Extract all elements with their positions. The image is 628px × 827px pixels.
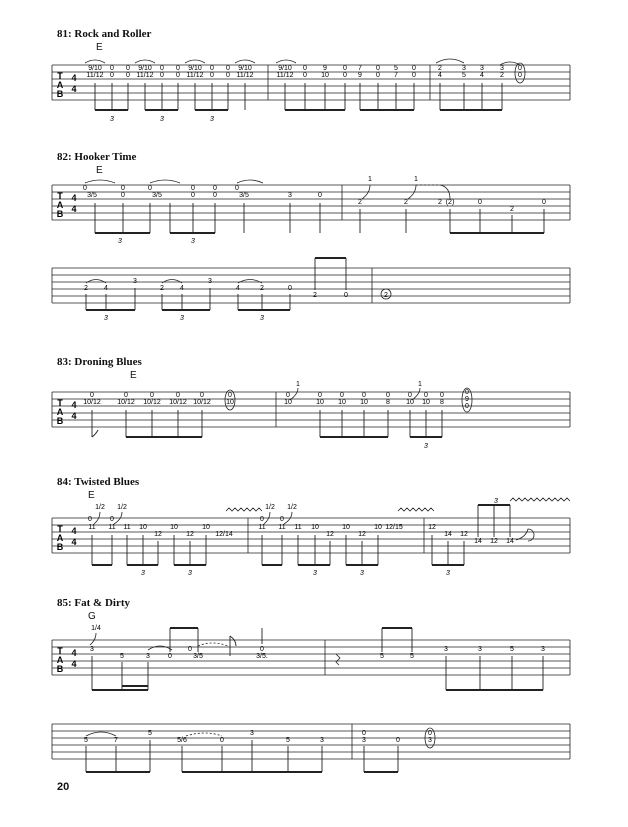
svg-text:10: 10: [139, 524, 147, 531]
svg-text:T: T: [57, 398, 63, 408]
svg-text:12: 12: [358, 531, 366, 538]
example-82-tab-staff-1: [0, 175, 628, 255]
svg-text:12/14: 12/14: [215, 531, 233, 538]
svg-text:1/2: 1/2: [117, 504, 127, 511]
svg-text:2: 2: [260, 285, 264, 292]
svg-text:9: 9: [358, 72, 362, 79]
svg-text:4: 4: [71, 73, 77, 83]
svg-text:3/5: 3/5: [193, 653, 203, 660]
svg-text:0: 0: [220, 737, 224, 744]
svg-text:0: 0: [110, 72, 114, 79]
svg-text:3/5: 3/5: [239, 192, 249, 199]
svg-text:0: 0: [286, 392, 290, 399]
svg-text:5: 5: [410, 653, 414, 660]
svg-text:2: 2: [358, 199, 362, 206]
svg-text:0: 0: [465, 403, 469, 410]
tab-clef-b: B: [56, 89, 64, 99]
svg-text:4: 4: [71, 84, 77, 94]
svg-text:0: 0: [412, 72, 416, 79]
tab-clef-a: A: [56, 80, 64, 90]
svg-text:0: 0: [226, 65, 230, 72]
svg-text:(2): (2): [445, 199, 455, 206]
svg-text:4: 4: [71, 400, 77, 410]
svg-text:3: 3: [541, 646, 545, 653]
svg-text:B: B: [56, 209, 64, 219]
svg-text:3: 3: [191, 238, 195, 245]
svg-text:0: 0: [376, 65, 380, 72]
svg-text:0: 0: [121, 185, 125, 192]
svg-text:A: A: [56, 655, 64, 665]
svg-text:0: 0: [126, 65, 130, 72]
svg-text:0: 0: [362, 392, 366, 399]
svg-text:3: 3: [320, 737, 324, 744]
svg-text:0: 0: [110, 516, 114, 523]
svg-text:0: 0: [121, 192, 125, 199]
svg-text:10: 10: [316, 399, 324, 406]
svg-text:10/12: 10/12: [143, 399, 161, 406]
svg-text:10: 10: [311, 524, 319, 531]
svg-text:12: 12: [428, 524, 436, 531]
svg-text:12: 12: [154, 531, 162, 538]
svg-text:3: 3: [146, 653, 150, 660]
svg-text:3: 3: [180, 315, 184, 322]
svg-text:3: 3: [360, 570, 364, 577]
svg-text:12: 12: [326, 531, 334, 538]
svg-text:9: 9: [465, 396, 469, 403]
svg-text:11: 11: [88, 524, 96, 531]
svg-text:4: 4: [71, 526, 77, 536]
svg-text:11/12: 11/12: [86, 72, 104, 79]
svg-text:11: 11: [108, 524, 116, 531]
svg-text:0: 0: [168, 653, 172, 660]
svg-text:10: 10: [202, 524, 210, 531]
svg-text:3: 3: [288, 192, 292, 199]
svg-text:0: 0: [191, 192, 195, 199]
svg-text:14: 14: [474, 538, 482, 545]
svg-text:2: 2: [84, 285, 88, 292]
svg-text:2: 2: [384, 292, 388, 299]
svg-text:14: 14: [444, 531, 452, 538]
svg-text:0: 0: [344, 292, 348, 299]
svg-text:10/12: 10/12: [83, 399, 101, 406]
svg-text:3: 3: [260, 315, 264, 322]
svg-text:0: 0: [160, 65, 164, 72]
svg-text:0: 0: [228, 392, 232, 399]
svg-text:10: 10: [422, 399, 430, 406]
svg-text:12: 12: [490, 538, 498, 545]
svg-text:0: 0: [288, 285, 292, 292]
svg-text:4: 4: [71, 537, 77, 547]
svg-text:11: 11: [123, 524, 131, 531]
tab-clef-t: T: [57, 71, 63, 81]
svg-text:1: 1: [368, 176, 372, 183]
svg-text:3: 3: [424, 443, 428, 450]
svg-text:7: 7: [358, 65, 362, 72]
svg-text:0: 0: [210, 72, 214, 79]
svg-text:T: T: [57, 524, 63, 534]
svg-text:3: 3: [478, 646, 482, 653]
svg-text:9/10: 9/10: [188, 65, 202, 72]
svg-text:1/2: 1/2: [95, 504, 105, 511]
svg-text:3: 3: [480, 65, 484, 72]
svg-text:11/12: 11/12: [236, 72, 254, 79]
svg-text:5: 5: [380, 653, 384, 660]
svg-text:7: 7: [114, 737, 118, 744]
svg-text:1/2: 1/2: [287, 504, 297, 511]
svg-text:0: 0: [260, 516, 264, 523]
svg-text:2: 2: [404, 199, 408, 206]
svg-text:9/10: 9/10: [138, 65, 152, 72]
svg-text:0: 0: [260, 646, 264, 653]
svg-text:0: 0: [542, 199, 546, 206]
svg-text:11: 11: [278, 524, 286, 531]
svg-text:5: 5: [120, 653, 124, 660]
svg-text:0: 0: [303, 72, 307, 79]
svg-text:5: 5: [510, 646, 514, 653]
svg-text:3: 3: [133, 278, 137, 285]
svg-text:0: 0: [213, 185, 217, 192]
svg-text:5: 5: [148, 730, 152, 737]
svg-text:10/12: 10/12: [193, 399, 211, 406]
svg-text:10: 10: [321, 72, 329, 79]
svg-text:3: 3: [494, 498, 498, 505]
svg-text:4: 4: [480, 72, 484, 79]
svg-text:10: 10: [170, 524, 178, 531]
svg-text:11: 11: [258, 524, 266, 531]
example-84-chord: E: [88, 490, 95, 501]
svg-text:4: 4: [71, 411, 77, 421]
svg-text:9/10: 9/10: [88, 65, 102, 72]
svg-text:0: 0: [318, 392, 322, 399]
svg-text:11/12: 11/12: [186, 72, 204, 79]
svg-text:0: 0: [213, 192, 217, 199]
svg-text:3: 3: [208, 278, 212, 285]
svg-text:0: 0: [188, 646, 192, 653]
svg-text:8: 8: [440, 399, 444, 406]
svg-text:3/5: 3/5: [152, 192, 162, 199]
svg-text:0: 0: [318, 192, 322, 199]
svg-text:0: 0: [343, 72, 347, 79]
example-81-title: 81: Rock and Roller: [57, 28, 152, 40]
svg-text:0: 0: [376, 72, 380, 79]
svg-text:4: 4: [71, 193, 77, 203]
svg-text:12/15: 12/15: [385, 524, 403, 531]
svg-text:0: 0: [200, 392, 204, 399]
svg-text:1: 1: [418, 381, 422, 388]
svg-text:3: 3: [446, 570, 450, 577]
example-82-chord: E: [96, 165, 103, 176]
svg-text:0: 0: [518, 72, 522, 79]
svg-text:2: 2: [500, 72, 504, 79]
page-number: 20: [57, 781, 70, 793]
svg-text:0: 0: [83, 185, 87, 192]
example-82-title: 82: Hooker Time: [57, 151, 137, 163]
svg-text:0: 0: [408, 392, 412, 399]
svg-text:0: 0: [176, 72, 180, 79]
svg-text:0: 0: [465, 389, 469, 396]
svg-text:3: 3: [210, 116, 214, 123]
svg-text:A: A: [56, 533, 64, 543]
svg-text:4: 4: [236, 285, 240, 292]
svg-text:0: 0: [160, 72, 164, 79]
svg-text:5: 5: [462, 72, 466, 79]
svg-text:3: 3: [362, 737, 366, 744]
example-84-title: 84: Twisted Blues: [57, 476, 140, 488]
svg-text:10/12: 10/12: [117, 399, 135, 406]
example-83-title: 83: Droning Blues: [57, 356, 142, 368]
svg-text:0: 0: [424, 392, 428, 399]
svg-text:4: 4: [438, 72, 442, 79]
svg-text:B: B: [56, 416, 64, 426]
svg-text:3: 3: [462, 65, 466, 72]
svg-text:10: 10: [406, 399, 414, 406]
svg-text:3: 3: [104, 315, 108, 322]
svg-text:4: 4: [71, 648, 77, 658]
svg-text:0: 0: [280, 516, 284, 523]
svg-text:0: 0: [518, 65, 522, 72]
svg-text:10: 10: [342, 524, 350, 531]
svg-text:1: 1: [296, 381, 300, 388]
svg-text:0: 0: [88, 516, 92, 523]
svg-text:11: 11: [294, 524, 302, 531]
svg-text:0: 0: [440, 392, 444, 399]
svg-text:1: 1: [414, 176, 418, 183]
svg-text:0: 0: [110, 65, 114, 72]
svg-text:2: 2: [438, 199, 442, 206]
svg-text:T: T: [57, 646, 63, 656]
svg-text:4: 4: [104, 285, 108, 292]
example-81-tab-staff: [0, 55, 628, 195]
svg-text:5: 5: [84, 737, 88, 744]
svg-text:3: 3: [428, 737, 432, 744]
example-85-tab-staff-1: [0, 625, 628, 708]
svg-text:3: 3: [90, 646, 94, 653]
svg-text:A: A: [56, 407, 64, 417]
svg-text:2: 2: [510, 206, 514, 213]
svg-text:5/6: 5/6: [177, 737, 187, 744]
svg-text:3: 3: [110, 116, 114, 123]
example-85-chord: G: [88, 611, 96, 622]
svg-text:9/10: 9/10: [238, 65, 252, 72]
svg-text:0: 0: [176, 392, 180, 399]
svg-text:4: 4: [180, 285, 184, 292]
svg-text:0: 0: [412, 65, 416, 72]
svg-text:B: B: [56, 542, 64, 552]
svg-text:3: 3: [188, 570, 192, 577]
svg-text:5: 5: [394, 65, 398, 72]
svg-text:A: A: [56, 200, 64, 210]
svg-text:0: 0: [386, 392, 390, 399]
svg-text:3/5: 3/5: [87, 192, 97, 199]
example-81-chord: E: [96, 42, 103, 53]
svg-text:3: 3: [250, 730, 254, 737]
svg-text:0: 0: [191, 185, 195, 192]
svg-text:10: 10: [360, 399, 368, 406]
example-85-title: 85: Fat & Dirty: [57, 597, 131, 609]
svg-text:B: B: [56, 664, 64, 674]
svg-text:3: 3: [118, 238, 122, 245]
example-84-tab-staff: [0, 498, 628, 595]
svg-text:9: 9: [323, 65, 327, 72]
svg-text:0: 0: [343, 65, 347, 72]
svg-text:3: 3: [141, 570, 145, 577]
svg-text:0: 0: [124, 392, 128, 399]
svg-text:0: 0: [148, 185, 152, 192]
svg-text:4: 4: [71, 659, 77, 669]
example-83-tab-staff: [0, 382, 628, 462]
svg-text:0: 0: [428, 730, 432, 737]
svg-text:0: 0: [396, 737, 400, 744]
example-83-chord: E: [130, 370, 137, 381]
svg-text:0: 0: [90, 392, 94, 399]
svg-text:5: 5: [286, 737, 290, 744]
svg-text:0: 0: [126, 72, 130, 79]
svg-text:0: 0: [176, 65, 180, 72]
svg-text:3: 3: [313, 570, 317, 577]
svg-text:12: 12: [460, 531, 468, 538]
svg-text:10/12: 10/12: [169, 399, 187, 406]
svg-text:14: 14: [506, 538, 514, 545]
svg-text:10: 10: [374, 524, 382, 531]
example-85-tab-staff-2: [0, 712, 628, 792]
svg-text:0: 0: [478, 199, 482, 206]
svg-text:3/5.: 3/5.: [256, 653, 268, 660]
svg-text:10: 10: [338, 399, 346, 406]
svg-text:8: 8: [386, 399, 390, 406]
svg-text:0: 0: [303, 65, 307, 72]
svg-text:1/4: 1/4: [91, 625, 101, 632]
svg-text:11/12: 11/12: [136, 72, 154, 79]
svg-text:3: 3: [444, 646, 448, 653]
svg-text:4: 4: [71, 204, 77, 214]
svg-text:0: 0: [210, 65, 214, 72]
svg-text:2: 2: [313, 292, 317, 299]
svg-text:0: 0: [340, 392, 344, 399]
svg-text:T: T: [57, 191, 63, 201]
svg-text:10: 10: [284, 399, 292, 406]
svg-text:3: 3: [500, 65, 504, 72]
svg-text:1/2: 1/2: [265, 504, 275, 511]
svg-text:0: 0: [362, 730, 366, 737]
svg-text:11/12: 11/12: [276, 72, 294, 79]
example-82-tab-staff-2: [0, 258, 628, 338]
svg-text:10: 10: [226, 399, 234, 406]
svg-text:2: 2: [160, 285, 164, 292]
svg-text:9/10: 9/10: [278, 65, 292, 72]
svg-text:0: 0: [150, 392, 154, 399]
svg-text:3: 3: [160, 116, 164, 123]
svg-text:0: 0: [226, 72, 230, 79]
svg-text:2: 2: [438, 65, 442, 72]
svg-text:7: 7: [394, 72, 398, 79]
svg-text:12: 12: [186, 531, 194, 538]
svg-text:0: 0: [235, 185, 239, 192]
